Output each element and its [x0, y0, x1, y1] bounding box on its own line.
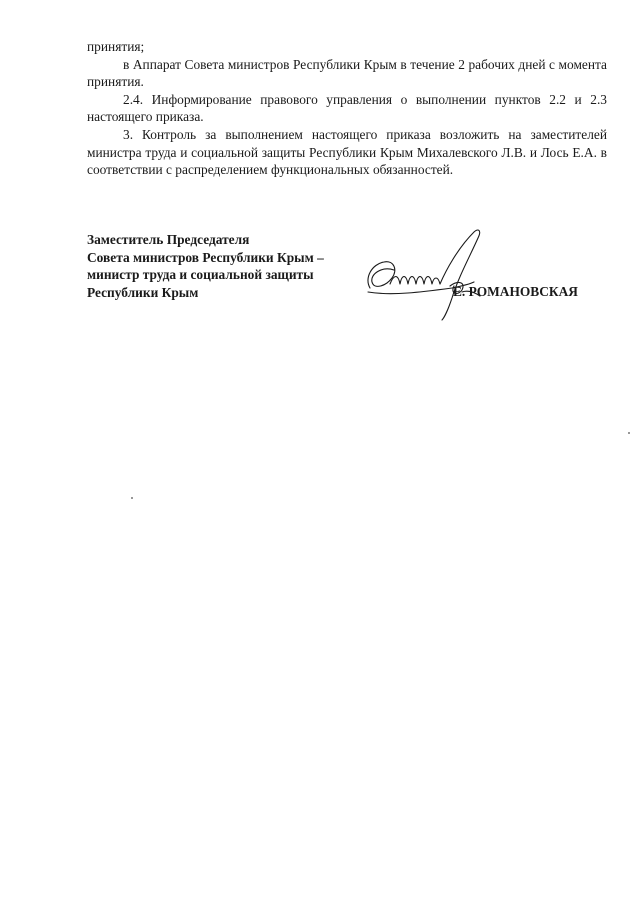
handwritten-signature: [362, 226, 492, 322]
document-body: [87, 38, 607, 179]
scan-speck: [628, 432, 630, 434]
signatory-name: Е. РОМАНОВСКАЯ: [453, 284, 578, 299]
signatory-title-block: [87, 231, 324, 301]
signatory-title-line: Республики Крым: [87, 284, 199, 300]
paragraph-apparatus: в Аппарат Совета министров Республики Крым в течение 2 рабочих дней с момента принятия.: [87, 56, 607, 90]
scan-speck: [131, 497, 133, 499]
signatory-title-line: министр труда и социальной защиты: [87, 267, 314, 283]
signatory-title-line: Заместитель Председателя: [87, 232, 250, 247]
paragraph-item-3: 3. Контроль за выполнением настоящего приказа возложить на заместителей министра труда и социальной защиты Республики Крым Михалевского Л.В. и Лось Е.А. в соответствии с распределением функциональных обязанностей.: [87, 126, 607, 178]
signatory-title-line: Совета министров Республики Крым –: [87, 249, 324, 265]
paragraph-item-2-4: 2.4. Информирование правового управления о выполнении пунктов 2.2 и 2.3 настоящего приказа.: [87, 91, 607, 125]
paragraph-continuation: принятия;: [87, 39, 145, 54]
